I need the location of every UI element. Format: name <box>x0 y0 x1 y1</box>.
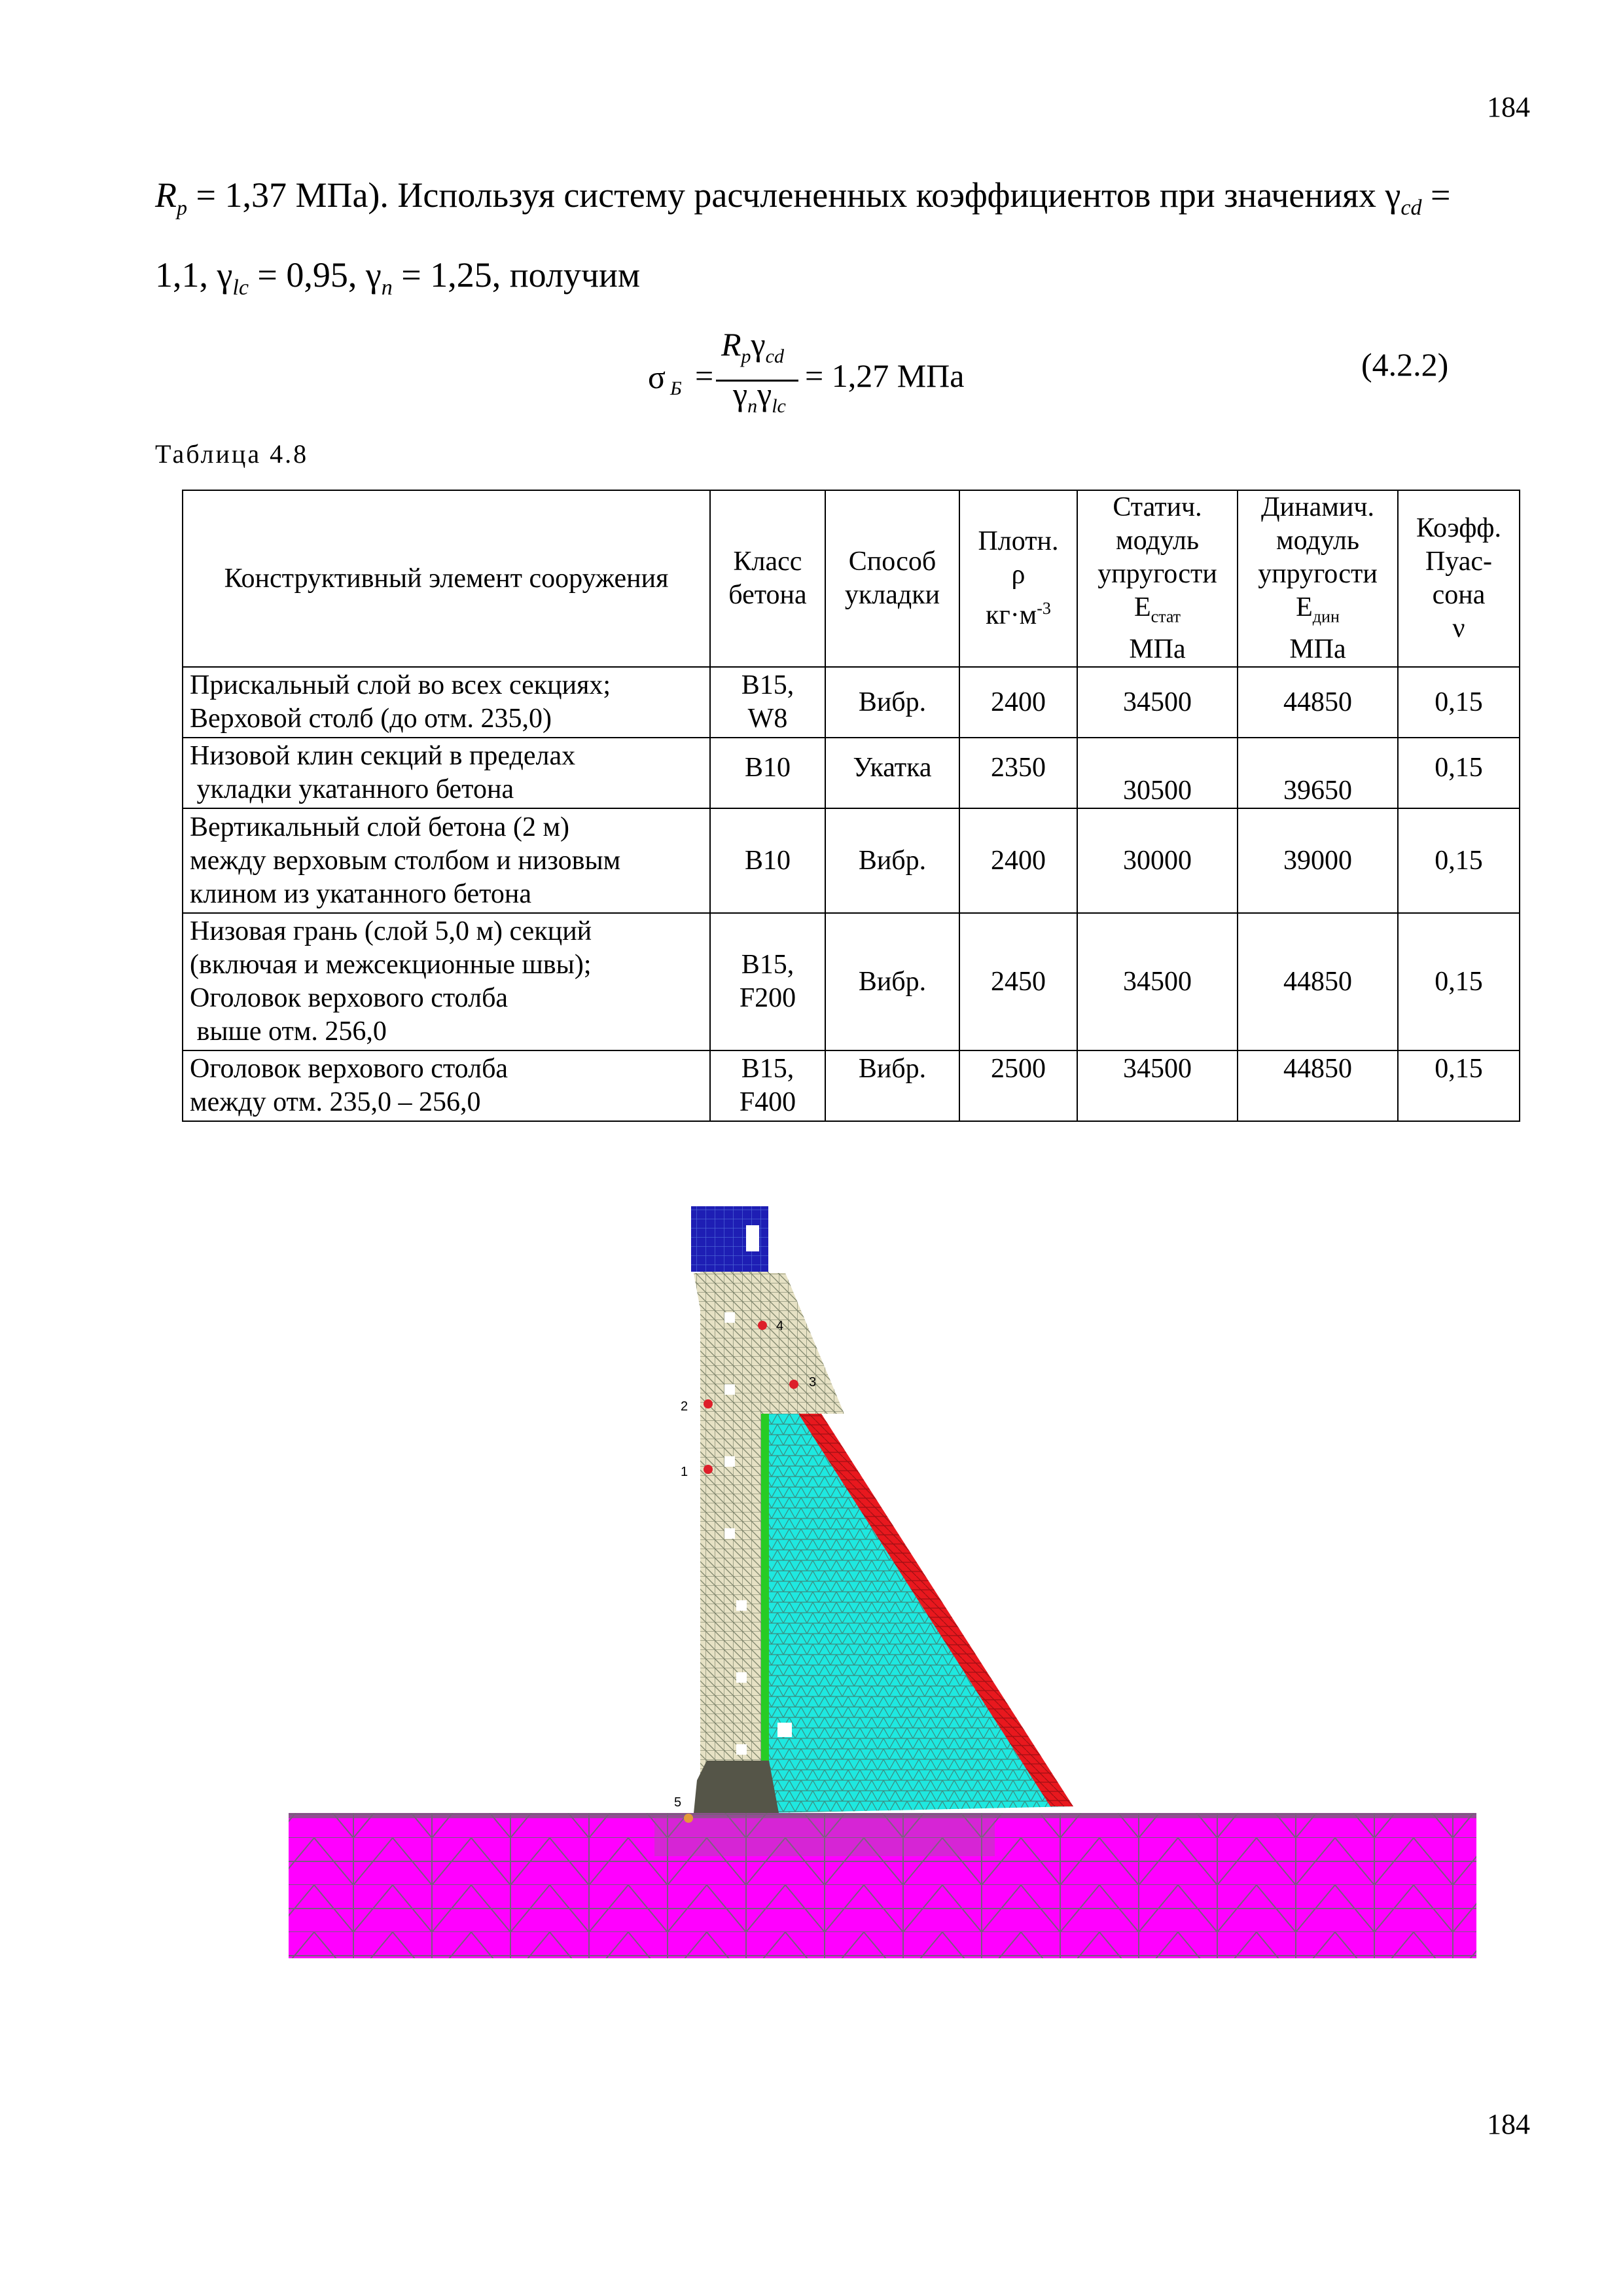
row-poisson: 0,15 <box>1398 667 1520 738</box>
point-4-label: 4 <box>776 1319 784 1333</box>
row-element: Низовой клин секций в пределах укладки укатанного бетона <box>183 738 710 808</box>
gallery <box>724 1456 735 1467</box>
row-class: B15, F200 <box>710 913 825 1050</box>
fraction-denominator: $\gamma_n\gamma_{lc}$ <box>733 376 786 417</box>
page-number-bottom: 184 <box>1487 2108 1530 2140</box>
gallery <box>736 1600 747 1611</box>
line2-a: 1,1, γ <box>155 255 233 295</box>
row-class: B10 <box>710 808 825 913</box>
gallery <box>777 1723 792 1737</box>
header-density: Плотн. ρ $кг\cdot м^{-3}$ <box>959 490 1077 667</box>
equation-result: = 1,27 МПа <box>805 357 965 394</box>
equation-4-2-2: σ Б = $R_p\gamma_{cd}$ $\gamma_n\gamma_{lc}$ = 1,27 МПа <box>648 326 965 417</box>
gallery <box>724 1312 735 1323</box>
row-estat: 34500 <box>1077 1050 1238 1121</box>
point-1-label: 1 <box>681 1465 688 1479</box>
gallery <box>736 1672 747 1683</box>
n-subscript: n <box>381 275 393 300</box>
row-estat: 30000 <box>1077 808 1238 913</box>
equation-number: (4.2.2) <box>1361 346 1449 383</box>
line2-c: = 1,25, получим <box>392 255 641 295</box>
header-class: Класс бетона <box>710 490 825 667</box>
rp-subscript: p <box>177 195 187 219</box>
foundation-block <box>289 1813 1476 1958</box>
row-poisson: 0,15 <box>1398 913 1520 1050</box>
gallery <box>736 1744 747 1755</box>
point-3-label: 3 <box>809 1375 817 1390</box>
rp-symbol: R <box>155 175 177 215</box>
row-method: Вибр. <box>825 913 959 1050</box>
row-estat: 30500 <box>1077 738 1238 808</box>
sigma-symbol: σ <box>648 359 666 395</box>
row-class: B10 <box>710 738 825 808</box>
row-density: 2500 <box>959 1050 1077 1121</box>
page-number-top: 184 <box>1487 91 1530 123</box>
header-static-modulus: Статич. модуль упругости $E_{стат}$ МПа <box>1077 490 1238 667</box>
lc-subscript: lc <box>232 275 249 300</box>
cd-subscript: cd <box>1400 195 1422 220</box>
foundation-refined-zone <box>654 1817 995 1856</box>
row-element: Оголовок верхового столба между отм. 235,0 – 256,0 <box>183 1050 710 1121</box>
row-edyn: 39650 <box>1238 738 1398 808</box>
line1-end: = <box>1421 175 1451 215</box>
header-dynamic-modulus: Динамич. модуль упругости $E_{дин}$ МПа <box>1238 490 1398 667</box>
line2-b: = 0,95, γ <box>248 255 382 295</box>
row-edyn: 44850 <box>1238 913 1398 1050</box>
crest-cap <box>691 1206 768 1272</box>
crest-region <box>694 1273 844 1414</box>
point-3-marker <box>789 1380 798 1389</box>
point-1-marker <box>704 1465 713 1474</box>
crest-cap-opening <box>746 1225 759 1251</box>
table-caption: Таблица 4.8 <box>155 439 309 469</box>
row-estat: 34500 <box>1077 667 1238 738</box>
row-class: B15, W8 <box>710 667 825 738</box>
gallery <box>724 1384 735 1395</box>
gallery <box>724 1528 735 1539</box>
point-5-label: 5 <box>674 1795 682 1810</box>
row-density: 2350 <box>959 738 1077 808</box>
base-refinement-zone <box>694 1761 779 1813</box>
vertical-layer <box>761 1414 769 1813</box>
point-4-marker <box>758 1321 767 1330</box>
row-poisson: 0,15 <box>1398 1050 1520 1121</box>
sigma-subscript: Б <box>670 378 682 399</box>
point-2-marker <box>704 1399 713 1408</box>
header-poisson: Коэфф. Пуас- сона ν <box>1398 490 1520 667</box>
row-element: Низовая грань (слой 5,0 м) секций (включая и межсекционные швы); Оголовок верхового столба выше отм. 256,0 <box>183 913 710 1050</box>
row-element: Прискальный слой во всех секциях; Верховой столб (до отм. 235,0) <box>183 667 710 738</box>
point-2-label: 2 <box>681 1399 688 1414</box>
row-edyn: 39000 <box>1238 808 1398 913</box>
row-edyn: 44850 <box>1238 667 1398 738</box>
row-method: Вибр. <box>825 1050 959 1121</box>
row-density: 2450 <box>959 913 1077 1050</box>
row-estat: 34500 <box>1077 913 1238 1050</box>
row-edyn: 44850 <box>1238 1050 1398 1121</box>
row-element: Вертикальный слой бетона (2 м) между верховым столбом и низовым клином из укатанного бетона <box>183 808 710 913</box>
row-method: Укатка <box>825 738 959 808</box>
crest-mesh <box>694 1273 844 1414</box>
header-method: Способ укладки <box>825 490 959 667</box>
line1-text: = 1,37 МПа). Используя систему расчлененных коэффициентов при значениях γ <box>187 175 1401 215</box>
row-poisson: 0,15 <box>1398 738 1520 808</box>
row-density: 2400 <box>959 667 1077 738</box>
header-element: Конструктивный элемент сооружения <box>183 490 710 667</box>
row-method: Вибр. <box>825 667 959 738</box>
row-method: Вибр. <box>825 808 959 913</box>
row-density: 2400 <box>959 808 1077 913</box>
point-5-marker <box>684 1814 693 1823</box>
row-class: B15, F400 <box>710 1050 825 1121</box>
fraction-numerator: $R_p\gamma_{cd}$ <box>721 326 784 367</box>
row-poisson: 0,15 <box>1398 808 1520 913</box>
